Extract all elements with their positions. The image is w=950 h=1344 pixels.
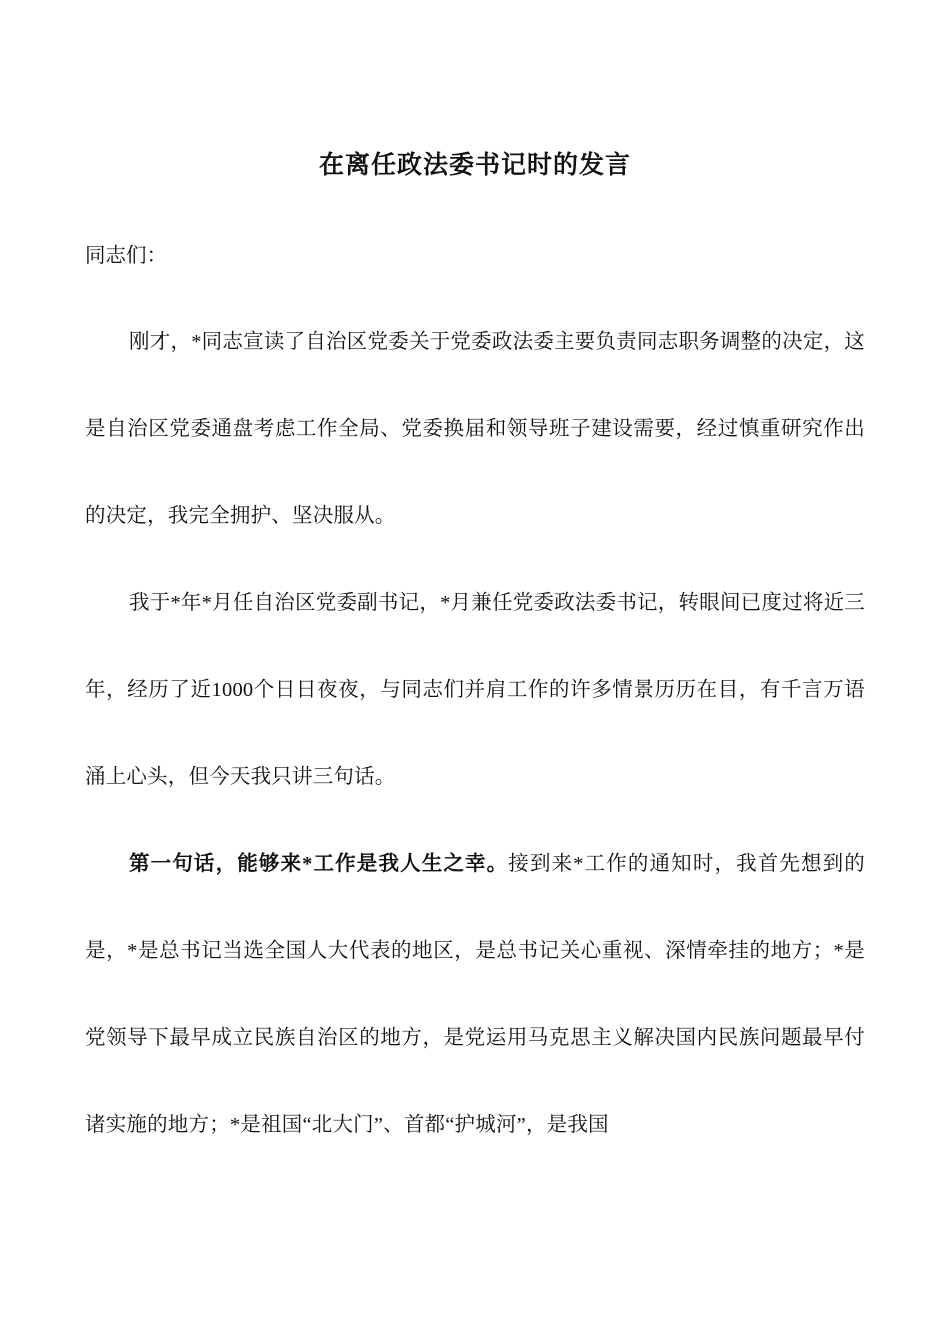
paragraph-3 [85, 821, 865, 1169]
salutation: 同志们： [85, 245, 167, 267]
document-body [85, 183, 865, 1169]
paragraph-1: 刚才，*同志宣读了自治区党委关于党委政法委主要负责同志职务调整的决定，这是自治区党委通盘考虑工作全局、党委换届和领导班子建设需要，经过慎重研究作出的决定，我完全拥护、坚决服从。 [85, 331, 865, 527]
paragraph-3-text: 接到来*工作的通知时，我首先想到的是，*是总书记当选全国人大代表的地区，是总书记关心重视、深情牵挂的地方；*是党领导下最早成立民族自治区的地方，是党运用马克思主义解决国内民族问题最早付诸实施的地方；*是祖国“北大门”、首都“护城河”，是我国 [85, 853, 865, 1136]
page-title: 在离任政法委书记时的发言 [318, 152, 631, 179]
paragraph-2: 我于*年*月任自治区党委副书记，*月兼任党委政法委书记，转眼间已度过将近三年，经历了近1000个日日夜夜，与同志们并肩工作的许多情景历历在目，有千言万语涌上心头，但今天我只讲三句话。 [85, 592, 865, 788]
paragraph-3-lead: 第一句话，能够来*工作是我人生之幸。 [129, 853, 509, 875]
